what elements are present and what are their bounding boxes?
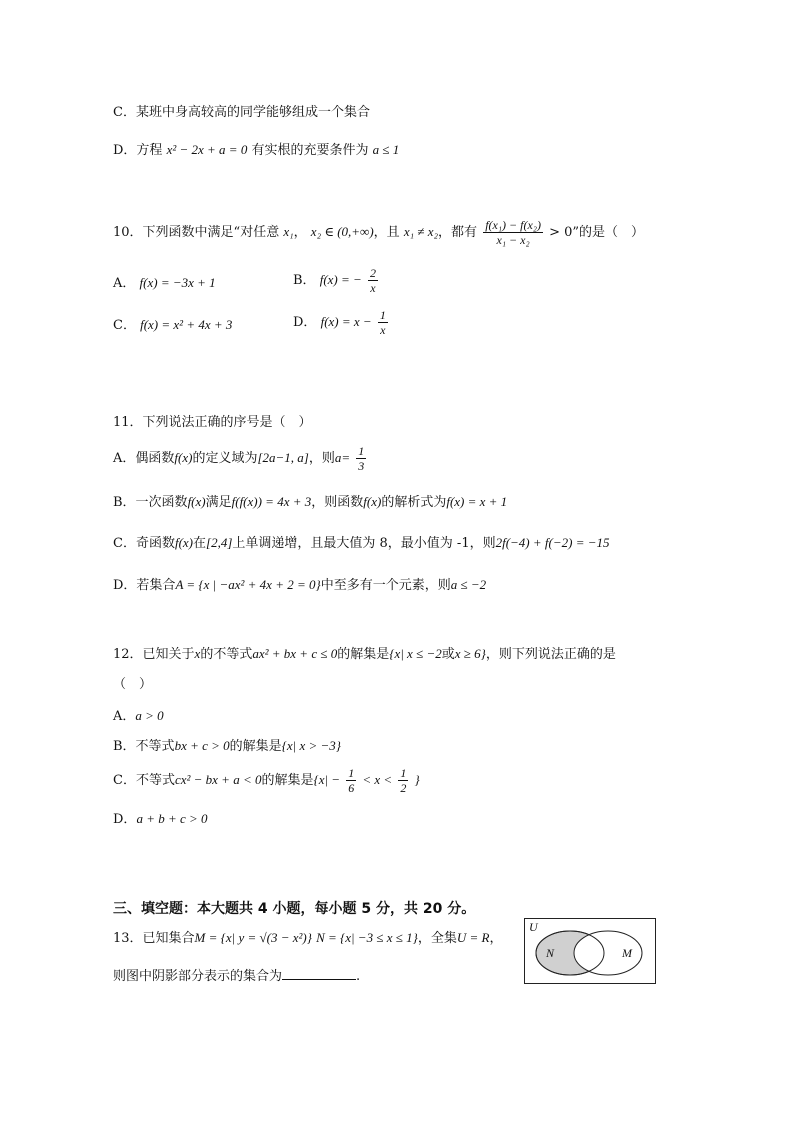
q11-option-a: A．偶函数f(x)的定义域为[2a−1, a]，则a= $\frac{1}{3}$: [113, 444, 365, 473]
q12-option-b: B．不等式bx + c > 0的解集是{x| x > −3}: [113, 738, 341, 754]
q10-option-c: C． f(x) = x² + 4x + 3: [113, 317, 233, 333]
venn-label-n: N: [546, 946, 555, 960]
q10-stem: 10．下列函数中满足“对任意 x₁， x₂ ∈ (0,+∞)，且 x₁ ≠ x₂，都有 $\frac{\text{f(x₁) − f(x₂)}}{\text{x₁ − x₂}}$ > 0”的是（ ）: [113, 218, 645, 247]
q10-fraction: $\frac{\text{f(x₁) − f(x₂)}}{\text{x₁ − x₂}}$: [485, 218, 541, 247]
venn-label-u: U: [529, 920, 538, 934]
q12-stem: 12．已知关于x的不等式ax² + bx + c ≤ 0的解集是{x| x ≤ −2或x ≥ 6}，则下列说法正确的是: [113, 646, 616, 662]
q10-option-b: B． f(x) = − $\frac{2}{x}$: [293, 266, 376, 295]
q9-option-d: D．方程 x² − 2x + a = 0 有实根的充要条件为 a ≤ 1: [113, 142, 400, 158]
q12-stem-paren: （ ）: [113, 677, 153, 692]
q10-option-a: A． f(x) = −3x + 1: [113, 275, 216, 291]
section-3-title: 三、填空题：本大题共 4 小题，每小题 5 分，共 20 分。: [113, 901, 476, 917]
q11-option-d: D．若集合A = {x | −ax² + 4x + 2 = 0}中至多有一个元素，则a ≤ −2: [113, 577, 487, 593]
q12-option-d: D．a + b + c > 0: [113, 811, 208, 827]
q13-stem: 13．已知集合M = {x| y = √(3 − x²)} N = {x| −3 ≤ x ≤ 1}，全集U = R，: [113, 930, 503, 946]
q11-option-b: B．一次函数f(x)满足f(f(x)) = 4x + 3，则函数f(x)的解析式为f(x) = x + 1: [113, 494, 508, 510]
q13-line2: 则图中阴影部分表示的集合为 .: [113, 966, 360, 986]
venn-label-m: M: [622, 946, 632, 960]
venn-diagram: [524, 918, 656, 984]
q11-option-c: C．奇函数f(x)在[2,4]上单调递增，且最大值为 8，最小值为 -1，则2f(−4) + f(−2) = −15: [113, 535, 610, 551]
q11-stem: 11．下列说法正确的序号是（ ）: [113, 415, 312, 430]
q9-option-c: C．某班中身高较高的同学能够组成一个集合: [113, 105, 370, 120]
answer-blank[interactable]: [282, 966, 356, 980]
q12-option-c: C．不等式cx² − bx + a < 0的解集是{x| − $\frac{1}{6}$ < x < $\frac{1}{2}$ }: [113, 766, 420, 795]
q10-option-d: D． f(x) = x − $\frac{1}{x}$: [293, 308, 386, 337]
q12-option-a: A．a > 0: [113, 708, 164, 724]
